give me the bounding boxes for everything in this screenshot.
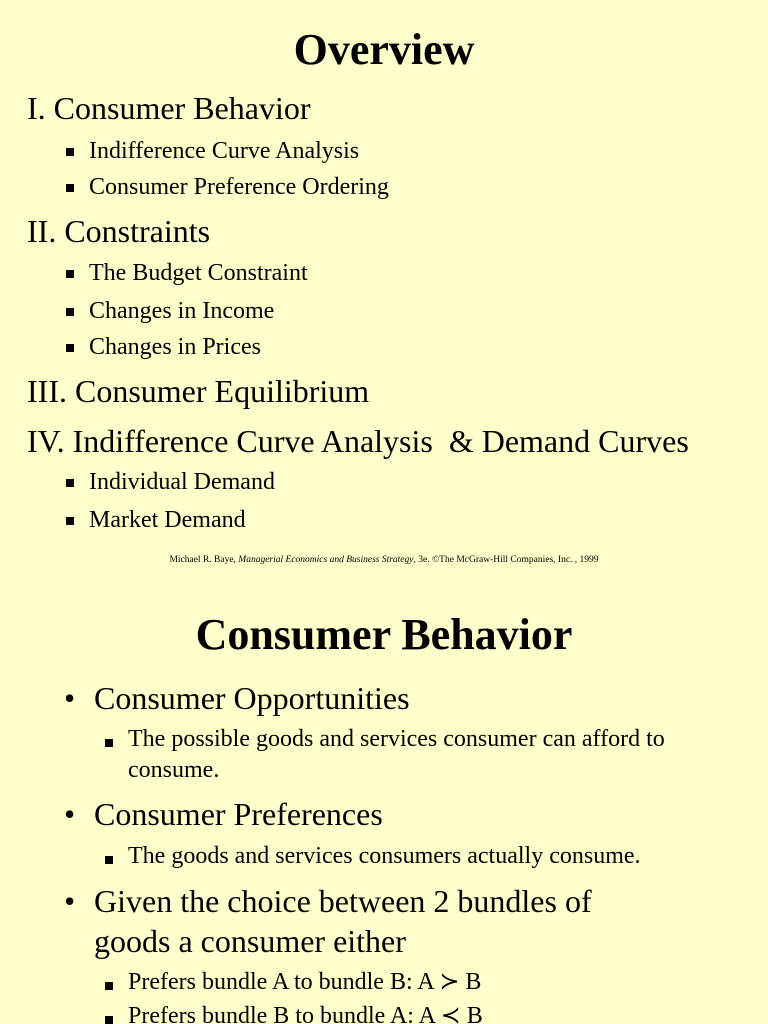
square-bullet-icon: [66, 148, 74, 156]
sub-item: The goods and services consumers actually consume.: [128, 843, 641, 869]
square-bullet-icon: [105, 856, 113, 864]
list-item: Indifference Curve Analysis: [89, 138, 360, 164]
square-bullet-icon: [66, 184, 74, 192]
section-heading: II. Constraints: [27, 213, 211, 249]
round-bullet-icon: •: [64, 796, 76, 832]
section-heading: I. Consumer Behavior: [27, 90, 311, 126]
section-heading: III. Consumer Equilibrium: [27, 373, 370, 409]
list-item: Changes in Prices: [89, 334, 261, 360]
footer-publisher: , 3e. ©The McGraw-Hill Companies, Inc. , 1999: [413, 555, 599, 565]
bullet-text: Given the choice between 2 bundles of: [94, 883, 592, 919]
consumer-behavior-slide: [0, 596, 768, 1024]
footer-author: Michael R. Baye,: [169, 555, 236, 565]
round-bullet-icon: •: [64, 680, 76, 716]
bullet-text: Consumer Preferences: [94, 796, 383, 832]
copyright-footer: [0, 554, 768, 566]
square-bullet-icon: [66, 308, 74, 316]
square-bullet-icon: [66, 517, 74, 525]
square-bullet-icon: [105, 739, 113, 747]
sub-item: Prefers bundle A to bundle B: A ≻ B: [128, 969, 482, 995]
sub-item: The possible goods and services consumer can afford to: [128, 726, 665, 752]
square-bullet-icon: [105, 982, 113, 990]
list-item: The Budget Constraint: [89, 260, 308, 286]
square-bullet-icon: [66, 479, 74, 487]
round-bullet-icon: •: [64, 883, 76, 919]
sub-item: Prefers bundle B to bundle A: A ≺ B: [128, 1003, 483, 1024]
bullet-text: Consumer Opportunities: [94, 680, 410, 716]
list-item: Individual Demand: [89, 469, 275, 495]
bullet-text-continued: goods a consumer either: [94, 923, 406, 959]
list-item: Consumer Preference Ordering: [89, 174, 389, 200]
slide-title: Overview: [293, 25, 475, 74]
square-bullet-icon: [66, 344, 74, 352]
sub-item-continued: consume.: [128, 757, 220, 783]
square-bullet-icon: [105, 1016, 113, 1024]
list-item: Market Demand: [89, 507, 246, 533]
list-item: Changes in Income: [89, 298, 275, 324]
section-heading: IV. Indifference Curve Analysis & Demand Curves: [27, 423, 689, 459]
slide-title: Consumer Behavior: [195, 610, 573, 659]
footer-book-title: Managerial Economics and Business Strategy: [238, 555, 414, 565]
square-bullet-icon: [66, 270, 74, 278]
